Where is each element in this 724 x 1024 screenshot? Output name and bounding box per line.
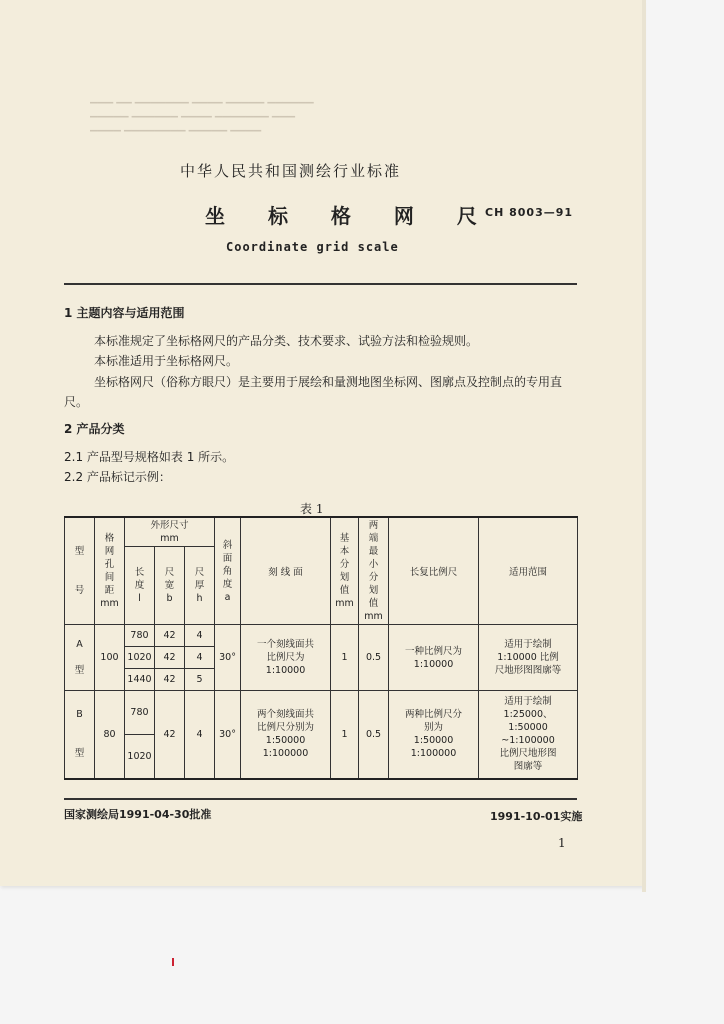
- header-basic-division: 基 本 分 划 值 mm: [331, 517, 359, 625]
- section-1-heading: 1 主题内容与适用范围: [64, 306, 185, 320]
- footer-rule: [64, 798, 577, 800]
- cell-engrave-b: 两个刻线面共 比例尺分别为 1:50000 1:100000: [241, 691, 331, 779]
- table-row: [65, 625, 578, 647]
- cell-width: 42: [155, 669, 185, 691]
- cell-length: 1020: [125, 735, 155, 779]
- section-1-para-2: 本标准适用于坐标格网尺。: [94, 354, 239, 368]
- table-row: [65, 691, 578, 735]
- table-header-row-1: [65, 517, 578, 547]
- cell-thickness: 5: [185, 669, 215, 691]
- cell-basic-b: 1: [331, 691, 359, 779]
- cell-length: 780: [125, 625, 155, 647]
- section-2-2: 2.2 产品标记示例：: [64, 470, 171, 484]
- cell-width: 42: [155, 647, 185, 669]
- cell-scope-b: 适用于绘制 1:25000、 1:50000 ~1:100000 比例尺地形图 图廓等: [479, 691, 578, 779]
- table-caption: 表 1: [300, 502, 324, 516]
- spec-table: [64, 516, 578, 780]
- header-thickness: 尺 厚 h: [185, 547, 215, 625]
- effective-date: 1991-10-01实施: [490, 810, 583, 823]
- section-2-1: 2.1 产品型号规格如表 1 所示。: [64, 450, 235, 464]
- title-rule: [64, 283, 577, 285]
- header-length: 长 度 l: [125, 547, 155, 625]
- header-type: 型 号: [65, 517, 95, 625]
- approval-date: 国家测绘局1991-04-30批准: [64, 808, 212, 821]
- cell-length: 1440: [125, 669, 155, 691]
- standard-header: 中华人民共和国测绘行业标准: [180, 162, 402, 180]
- cell-bevel-a: 30°: [215, 625, 241, 691]
- section-2-heading: 2 产品分类: [64, 422, 125, 436]
- standard-code: CH 8003—91: [485, 206, 574, 219]
- cell-basic-a: 1: [331, 625, 359, 691]
- header-min-division: 两 端 最 小 分 划 值 mm: [359, 517, 389, 625]
- cell-grid-a: 100: [95, 625, 125, 691]
- header-scale-ratio: 长复比例尺: [389, 517, 479, 625]
- header-outer-size: 外形尺寸 mm: [125, 517, 215, 547]
- document-title: 坐 标 格 网 尺: [205, 204, 495, 228]
- cell-ratio-a: 一种比例尺为 1:10000: [389, 625, 479, 691]
- cell-length: 780: [125, 691, 155, 735]
- header-scope: 适用范围: [479, 517, 578, 625]
- cell-minval-a: 0.5: [359, 625, 389, 691]
- cell-length: 1020: [125, 647, 155, 669]
- cell-thickness-b: 4: [185, 691, 215, 779]
- cell-ratio-b: 两种比例尺分 别为 1:50000 1:100000: [389, 691, 479, 779]
- cell-type-a: A 型: [65, 625, 95, 691]
- cell-grid-b: 80: [95, 691, 125, 779]
- header-grid-spacing: 格 网 孔 间 距 mm: [95, 517, 125, 625]
- cell-width: 42: [155, 625, 185, 647]
- cell-bevel-b: 30°: [215, 691, 241, 779]
- cell-thickness: 4: [185, 647, 215, 669]
- cell-width-b: 42: [155, 691, 185, 779]
- section-1-para-1: 本标准规定了坐标格网尺的产品分类、技术要求、试验方法和检验规则。: [94, 334, 479, 348]
- cell-type-b: B 型: [65, 691, 95, 779]
- cell-minval-b: 0.5: [359, 691, 389, 779]
- stray-mark: [172, 958, 174, 966]
- bleed-through-text: ▁▁▁ ▁▁ ▁▁▁▁▁▁▁ ▁▁▁▁ ▁▁▁▁▁ ▁▁▁▁▁▁ ▁▁▁▁▁ ▁▁▁▁▁▁ ▁▁▁▁ ▁▁▁▁▁▁▁ ▁▁▁ ▁▁▁▁ ▁▁▁▁▁▁▁▁ ▁▁▁▁▁ ▁▁▁▁: [90, 93, 314, 132]
- cell-engrave-a: 一个刻线面共 比例尺为 1:10000: [241, 625, 331, 691]
- cell-thickness: 4: [185, 625, 215, 647]
- cell-scope-a: 适用于绘制 1:10000 比例 尺地形图图廓等: [479, 625, 578, 691]
- header-width: 尺 宽 b: [155, 547, 185, 625]
- section-1-para-3: 坐标格网尺（俗称方眼尺）是主要用于展绘和量测地图坐标网、图廓点及控制点的专用直尺。: [64, 375, 563, 409]
- page-number: 1: [558, 836, 566, 850]
- header-bevel: 斜 面 角 度 a: [215, 517, 241, 625]
- page-edge: [642, 0, 646, 892]
- header-engrave-face: 刻 线 面: [241, 517, 331, 625]
- english-title: Coordinate grid scale: [226, 240, 399, 254]
